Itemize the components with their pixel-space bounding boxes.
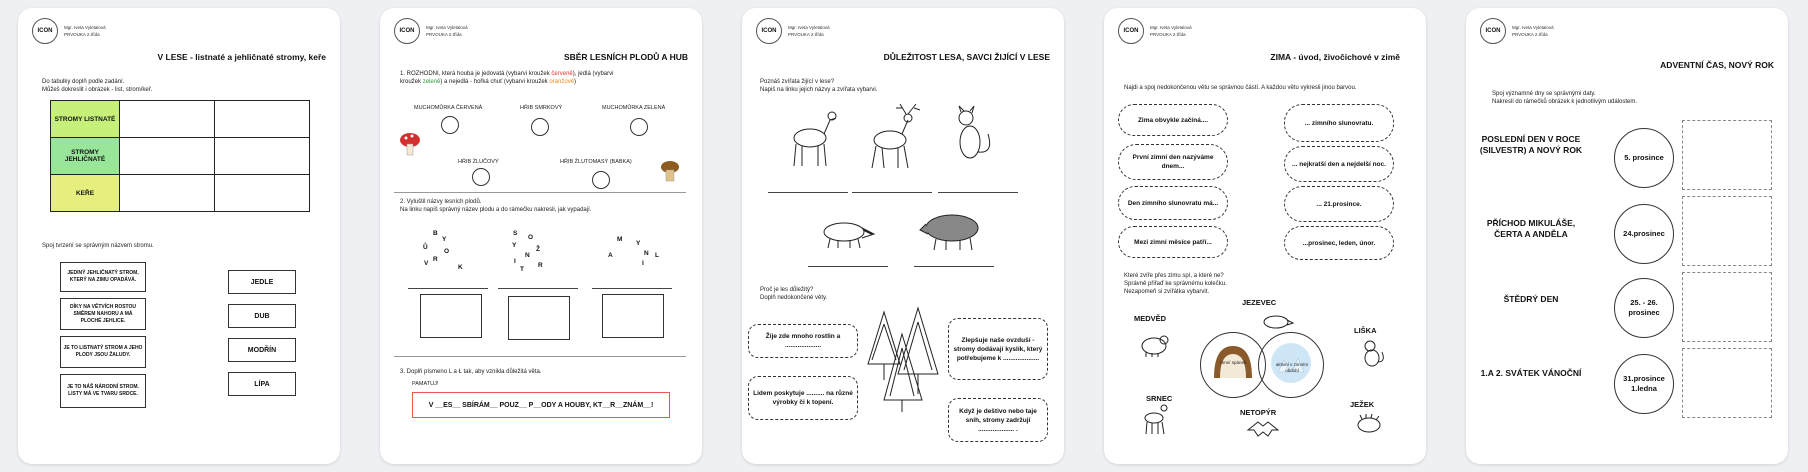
worksheet-page-5[interactable] (1466, 8, 1788, 464)
drawing-frame[interactable] (420, 294, 482, 338)
trees-icon (862, 304, 942, 414)
mushroom-label: HŘIB ŽLUTOMASÝ (BABKA) (560, 159, 632, 165)
sentence-start[interactable]: Mezi zimní měsíce patří... (1118, 226, 1228, 258)
event-label: POSLEDNÍ DEN V ROCE (SILVESTR) A NOVÝ ROK (1479, 134, 1583, 155)
drawing-frame[interactable] (1682, 120, 1772, 190)
worksheet-page-3[interactable] (742, 8, 1064, 464)
scrambled-letter: R (538, 262, 543, 269)
animal-label: JEŽEK (1350, 400, 1375, 409)
sentence-card[interactable]: Lidem poskytuje .......... na různé výrobky či k topení. (748, 376, 858, 420)
instruction: Poznáš zvířata žijící v lese? Napiš na linku jejich názvy a zvířata vybarvi. (760, 79, 878, 93)
answer-cell[interactable] (120, 101, 215, 138)
answer-line[interactable] (768, 192, 848, 193)
page-title: SBĚR LESNÍCH PLODŮ A HUB (563, 52, 688, 62)
drawing-frame[interactable] (1682, 272, 1772, 342)
answer-line[interactable] (408, 288, 488, 289)
hedgehog-icon (1354, 412, 1386, 436)
page-header (32, 18, 106, 44)
scrambled-letter: Ů (423, 244, 428, 251)
statement-box[interactable]: JEDINÝ JEHLIČNATÝ STROM, KTERÝ NA ZIMU OPADÁVÁ. (60, 262, 146, 292)
instruction: Spoj tvrzení se správným názvem stromu. (42, 243, 154, 249)
active-label: aktivní v zimním období (1275, 362, 1309, 373)
scrambled-letter: I (514, 258, 516, 265)
mushroom-label: MUCHOMŮRKA ZELENÁ (602, 105, 666, 111)
instruction: Proč je les důležitý? Doplň nedokončené věty. (760, 287, 828, 301)
subject-label: PRVOUKA 2.třída (788, 32, 824, 37)
scrambled-letter: A (608, 252, 613, 259)
answer-line[interactable] (808, 266, 888, 267)
instruction: Spoj významné dny se správnými daty. Nakresli do rámečků obrázek k jednotlivým událostem. (1492, 91, 1638, 105)
page-title: ZIMA - úvod, živočichové v zimě (1270, 52, 1400, 62)
event-label: 1.A 2. SVÁTEK VÁNOČNÍ (1480, 368, 1582, 378)
answer-box-lipa[interactable]: LÍPA (228, 372, 296, 396)
author-name: Mgr. Iveta Vyletalová (1150, 25, 1192, 30)
animal-label: NETOPÝR (1240, 408, 1277, 417)
statement-box[interactable]: DÍKY NA VĚTVÍCH ROSTOU SMĚREM NAHORU A MÁ PLOCHÉ JEHLICE. (60, 298, 146, 330)
scrambled-letter: Y (636, 240, 641, 247)
date-circle[interactable]: 31.prosince 1.ledna (1614, 354, 1674, 414)
author-name: Mgr. Iveta Vyletalová (788, 25, 830, 30)
school-logo: ICON (756, 18, 782, 44)
date-circle[interactable]: 24.prosinec (1614, 204, 1674, 264)
school-logo: ICON (1118, 18, 1144, 44)
drawing-frame[interactable] (602, 294, 664, 338)
scrambled-letter: I (642, 260, 644, 267)
deer-icon (1140, 400, 1170, 436)
page-title: DŮLEŽITOST LESA, SAVCI ŽIJÍCÍ V LESE (883, 52, 1050, 62)
divider (394, 192, 686, 193)
page-header (1480, 18, 1554, 44)
scrambled-letter: S (513, 230, 518, 237)
scrambled-letter: K (458, 264, 463, 271)
bat-icon (1246, 420, 1280, 440)
instruction: Do tabulky doplň podle zadání. Můžeš dokreslit i obrázek - list, strom/keř. (42, 79, 153, 93)
sentence-start[interactable]: Zima obvykle začíná.... (1118, 104, 1228, 136)
scrambled-letter: B (433, 230, 438, 237)
subject-label: PRVOUKA 2.třída (426, 32, 462, 37)
animal-label: LIŠKA (1354, 326, 1377, 335)
school-logo: ICON (394, 18, 420, 44)
fox-icon (948, 104, 998, 168)
drawing-frame[interactable] (1682, 348, 1772, 418)
author-name: Mgr. Iveta Vyletalová (64, 25, 106, 30)
worksheet-page-1[interactable] (18, 8, 340, 464)
sentence-card[interactable]: Zlepšuje naše ovzduší - stromy dodávají kyslík, který potřebujeme k .................... (948, 318, 1048, 380)
stag-icon (862, 102, 922, 172)
scrambled-letter: M (617, 236, 623, 243)
scrambled-letter: V (424, 260, 429, 267)
scrambled-letter: N (525, 252, 530, 259)
event-label: PŘÍCHOD MIKULÁŠE, ČERTA A ANDĚLA (1486, 218, 1576, 239)
answer-line[interactable] (498, 288, 578, 289)
scrambled-letter: Ž (536, 246, 540, 253)
school-logo: ICON (32, 18, 58, 44)
divider (394, 356, 686, 357)
answer-line[interactable] (938, 192, 1018, 193)
drawing-frame[interactable] (1682, 196, 1772, 266)
row-label-jehlicnate: STROMY JEHLIČNATÉ (51, 138, 120, 175)
page-title: ADVENTNÍ ČAS, NOVÝ ROK (1660, 60, 1774, 70)
scrambled-letter: R (433, 256, 438, 263)
brown-mushroom-icon (658, 158, 682, 184)
worksheet-page-2[interactable] (380, 8, 702, 464)
sentence-end[interactable]: ... nejkratší den a nejdelší noc. (1284, 146, 1394, 182)
task-3-instruction: 3. Doplň písmeno L a Ł tak, aby vznikla důležitá věta. (400, 369, 542, 375)
scrambled-letter: O (444, 248, 450, 255)
answer-circle[interactable] (592, 171, 610, 189)
instruction: Najdi a spoj nedokončenou větu se správnou částí. A každou větu vykresli jinou barvou. (1124, 85, 1357, 91)
scrambled-letter: O (528, 234, 534, 241)
answer-line[interactable] (914, 266, 994, 267)
badger-icon (1260, 310, 1294, 332)
sentence-end[interactable]: ...prosinec, leden, únor. (1284, 226, 1394, 260)
sentence-card[interactable]: Žije zde mnoho rostlin a .................... (748, 324, 858, 358)
answer-box-modrin[interactable]: MODŘÍN (228, 338, 296, 362)
sleep-label: zimní spánek (1219, 360, 1247, 365)
mushroom-label: HŘIB SMRKOVÝ (520, 105, 563, 111)
answer-circle[interactable] (630, 118, 648, 136)
answer-line[interactable] (592, 288, 672, 289)
statement-box[interactable]: JE TO LISTNATÝ STROM A JEHO PLODY JSOU ŽALUDY. (60, 336, 146, 368)
date-circle[interactable]: 5. prosince (1614, 128, 1674, 188)
sentence-card[interactable]: Když je deštivo nebo taje sníh, stromy zadržují .................... . (948, 398, 1048, 442)
mushroom-label: HŘIB ŽLUČOVÝ (458, 159, 499, 165)
drawing-frame[interactable] (508, 296, 570, 340)
animal-label: SRNEC (1146, 394, 1173, 403)
subject-label: PRVOUKA 2.třída (64, 32, 100, 37)
answer-cell[interactable] (215, 138, 310, 175)
badger-icon (816, 214, 876, 250)
instruction: Které zvíře přes zimu spí, a které ne? Správně přiřaď ke správnému kolečku. Nezapomeň si zvířátka vybarvit. (1124, 273, 1227, 295)
answer-circle[interactable] (531, 118, 549, 136)
answer-circle[interactable] (472, 168, 490, 186)
answer-circle[interactable] (441, 116, 459, 134)
animal-label: JEZEVEC (1242, 298, 1277, 307)
answer-cell[interactable] (120, 175, 215, 212)
row-label-listnate: STROMY LISTNATÉ (51, 101, 120, 138)
mushroom-label: MUCHOMŮRKA ČERVENÁ (414, 105, 483, 111)
tree-table (50, 100, 310, 212)
boar-icon (918, 206, 988, 252)
author-name: Mgr. Iveta Vyletalová (426, 25, 468, 30)
scrambled-letter: Y (442, 236, 447, 243)
row-label-kere: KEŘE (51, 175, 120, 212)
bear-icon (1138, 330, 1170, 358)
date-circle[interactable]: 25. - 26. prosinec (1614, 278, 1674, 338)
answer-cell[interactable] (215, 101, 310, 138)
task-2-instruction: 2. Vyluštil názvy lesních plodů. Na linku napiš správný název plodu a do rámečku nakresli, jak vypadají. (400, 199, 592, 213)
answer-box-jedle[interactable]: JEDLE (228, 270, 296, 294)
scrambled-letter: Y (512, 242, 517, 249)
sentence-end[interactable]: ... 21.prosince. (1284, 186, 1394, 222)
event-label: ŠTĚDRÝ DEN (1503, 294, 1559, 304)
page-header (1118, 18, 1192, 44)
task-1-instruction: 1. ROZHODNI, která houba je jedovatá (vybarvi kroužek červeně), jedlá (vybarvi kroužek zeleně) a nejedlá - hořká chuť (vybarvi kroužek oranžově) (400, 71, 614, 85)
answer-cell[interactable] (215, 175, 310, 212)
sentence-box[interactable]: V __ES__ SBÍRÁM__ POUZ__ P__ODY A HOUBY, KT__R__ZNÁM__! (412, 392, 670, 418)
page-header (756, 18, 830, 44)
author-name: Mgr. Iveta Vyletalová (1512, 25, 1554, 30)
scrambled-letter: L (655, 252, 659, 259)
subject-label: PRVOUKA 2.třída (1150, 32, 1186, 37)
page-title: V LESE - listnaté a jehličnaté stromy, keře (157, 52, 326, 62)
school-logo: ICON (1480, 18, 1506, 44)
answer-cell[interactable] (120, 138, 215, 175)
statement-box[interactable]: JE TO NÁŠ NÁRODNÍ STROM. LISTY MÁ VE TVARU SRDCE. (60, 374, 146, 408)
sentence-start[interactable]: První zimní den nazýváme dnem... (1118, 144, 1228, 180)
sentence-end[interactable]: ... zimního slunovratu. (1284, 104, 1394, 142)
subject-label: PRVOUKA 2.třída (1512, 32, 1548, 37)
scrambled-letter: T (520, 266, 524, 273)
answer-box-dub[interactable]: DUB (228, 304, 296, 328)
red-mushroom-icon (398, 130, 426, 158)
remember-label: PAMATUJ! (412, 381, 439, 387)
answer-line[interactable] (852, 192, 932, 193)
deer-icon (782, 106, 838, 170)
sentence-start[interactable]: Den zimního slunovratu má... (1118, 186, 1228, 220)
worksheet-page-4[interactable] (1104, 8, 1426, 464)
scrambled-letter: N (644, 250, 649, 257)
animal-label: MEDVĚD (1134, 314, 1167, 323)
fox-icon (1360, 338, 1386, 368)
page-header (394, 18, 468, 44)
